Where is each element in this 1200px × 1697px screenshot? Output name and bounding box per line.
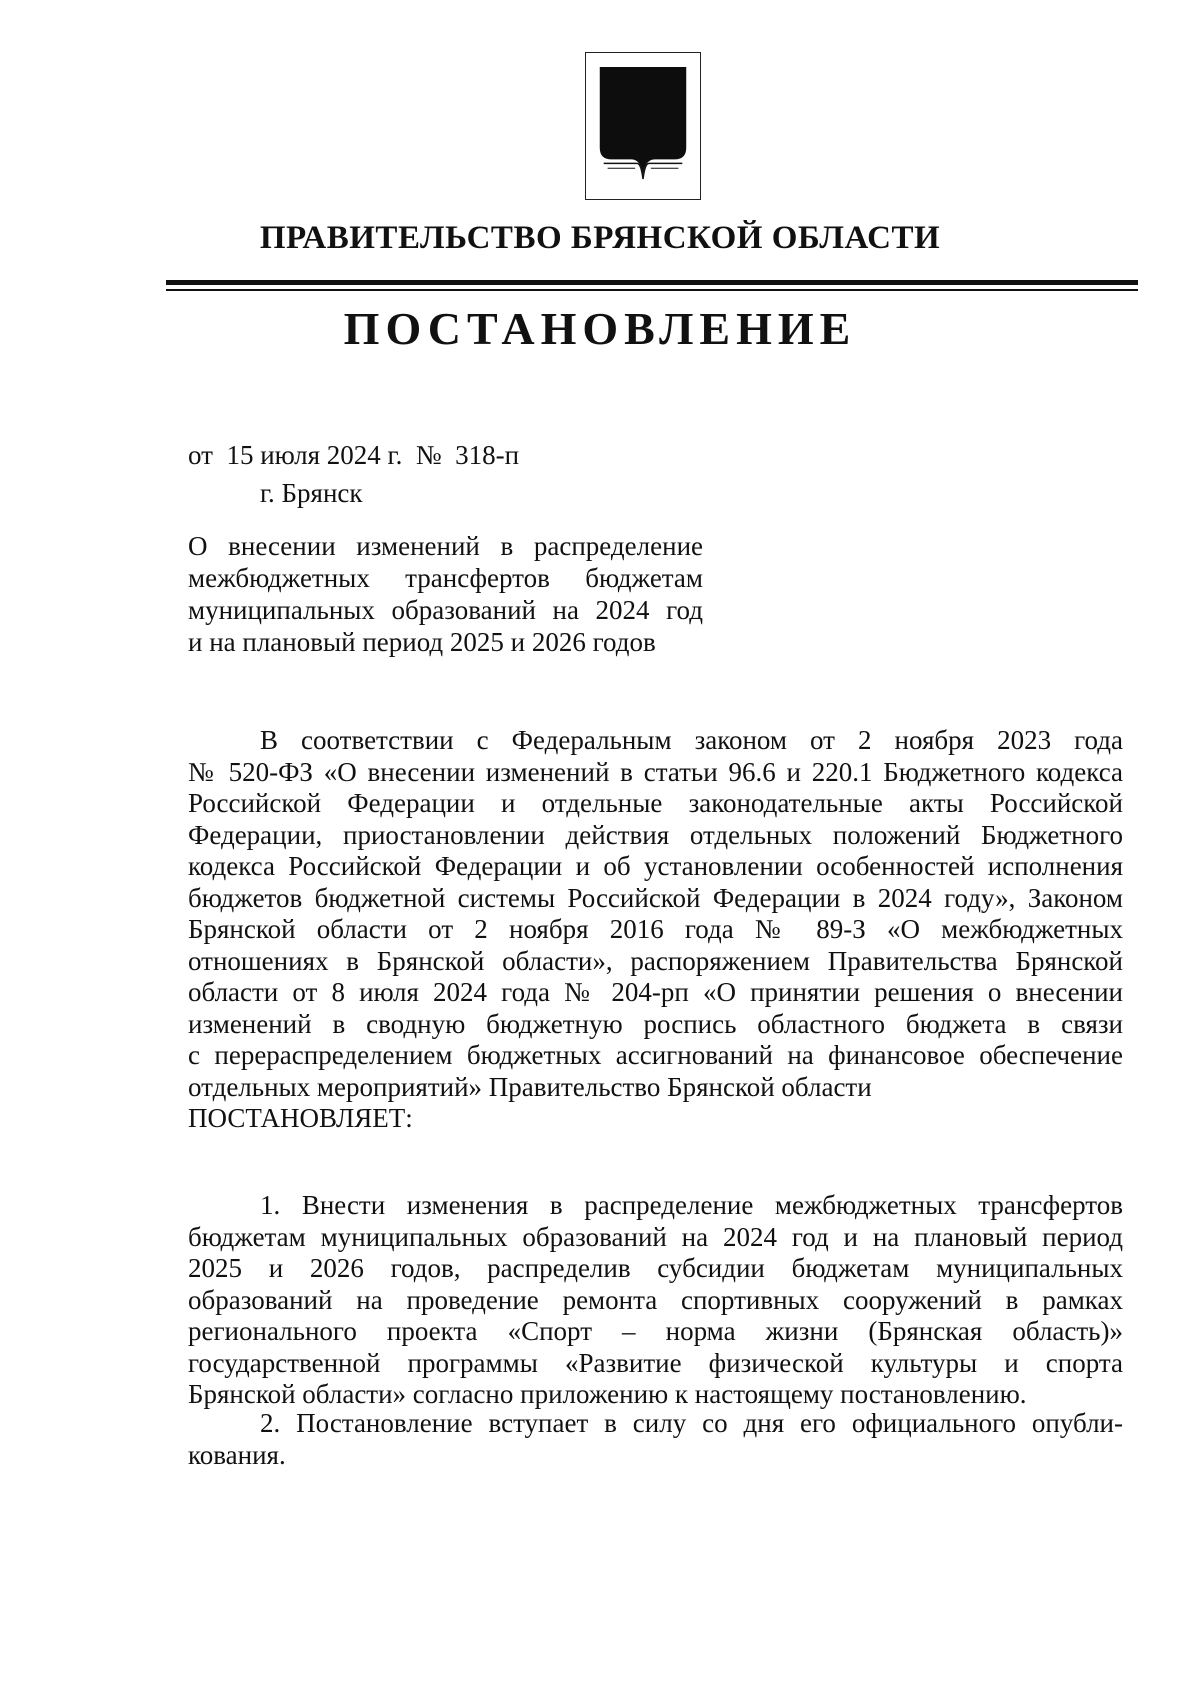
preamble-line: Брянской области от 2 ноября 2016 года № 89-З «О межбюджетных xyxy=(188,914,1123,944)
preamble-line: кодекса Российской Федерации и об установлении особенностей исполнения xyxy=(188,851,1123,881)
item-2-paragraph xyxy=(188,1408,1123,1471)
item-2-line: 2. Постановление вступает в силу со дня его официального опубли- xyxy=(260,1408,1123,1438)
item-1-line: государственной программы «Развитие физической культуры и спорта xyxy=(188,1347,1123,1378)
city-line: г. Брянск xyxy=(260,478,363,508)
preamble-line: отдельных мероприятий» Правительство Брянской области xyxy=(188,1071,872,1102)
preamble-paragraph xyxy=(188,725,1123,1135)
item-2-line: кования. xyxy=(188,1439,286,1470)
preamble-line: с перераспределением бюджетных ассигнований на финансовое обеспечение xyxy=(188,1040,1123,1070)
preamble-line: Федерации, приостановлении действия отдельных положений Бюджетного xyxy=(188,819,1123,850)
item-1-line: бюджетам муниципальных образований на 2024 год и на плановый период xyxy=(188,1221,1123,1252)
preamble-line: В соответствии с Федеральным законом от 2 ноября 2023 года xyxy=(260,725,1123,755)
item-1-line: образований на проведение ремонта спортивных сооружений в рамках xyxy=(188,1284,1123,1315)
government-title: ПРАВИТЕЛЬСТВО БРЯНСКОЙ ОБЛАСТИ xyxy=(259,220,941,256)
preamble-line: области от 8 июля 2024 года № 204-рп «О принятии решения о внесении xyxy=(188,977,1123,1007)
header-rule-thin xyxy=(166,289,1138,291)
decree-word: ПОСТАНОВЛЯЕТ: xyxy=(188,1103,413,1133)
coat-of-arms-icon xyxy=(585,52,701,200)
preamble-line: изменений в сводную бюджетную роспись областного бюджета в связи xyxy=(188,1008,1123,1039)
preamble-line: № 520-ФЗ «О внесении изменений в статьи 96.6 и 220.1 Бюджетного кодекса xyxy=(188,756,1123,787)
document-subject xyxy=(188,530,703,658)
subject-line: межбюджетных трансфертов бюджетам xyxy=(188,563,703,593)
item-1-line: 2025 и 2026 годов, распределив субсидии бюджетам муниципальных xyxy=(188,1253,1123,1283)
document-type-title: ПОСТАНОВЛЕНИЕ xyxy=(343,303,857,354)
header-rule-thick xyxy=(166,280,1138,285)
item-1-line: 1. Внести изменения в распределение межбюджетных трансфертов xyxy=(260,1190,1123,1220)
preamble-line: отношениях в Брянской области», распоряжением Правительства Брянской xyxy=(188,945,1123,976)
subject-line: и на плановый период 2025 и 2026 годов xyxy=(188,627,656,657)
subject-line: муниципальных образований на 2024 год xyxy=(188,595,703,625)
item-1-line: регионального проекта «Спорт – норма жизни (Брянская область)» xyxy=(188,1316,1123,1346)
subject-line: О внесении изменений в распределение xyxy=(188,531,703,561)
item-1-paragraph xyxy=(188,1190,1123,1411)
preamble-line: Российской Федерации и отдельные законодательные акты Российской xyxy=(188,788,1123,818)
date-number-line: от 15 июля 2024 г. № 318-п xyxy=(188,440,520,470)
preamble-line: бюджетов бюджетной системы Российской Федерации в 2024 году», Законом xyxy=(188,882,1123,913)
item-1-line: Брянской области» согласно приложению к настоящему постановлению. xyxy=(188,1379,1027,1409)
document-meta xyxy=(188,436,519,512)
